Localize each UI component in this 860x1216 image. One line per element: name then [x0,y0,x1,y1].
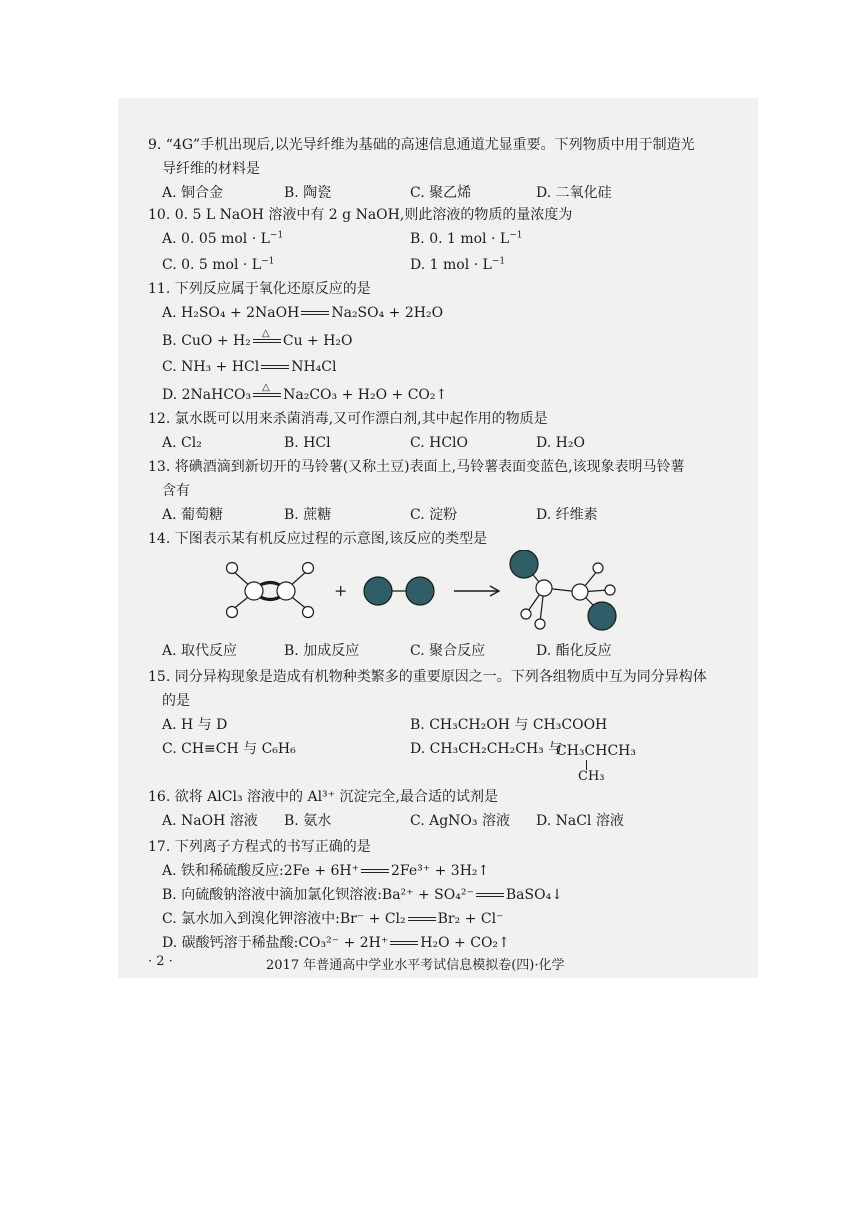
q13-stem-line2: 含有 [162,483,190,499]
q17-option-b: B. 向硫酸钠溶液中滴加氯化钡溶液:Ba²⁺ + SO₄²⁻ BaSO₄↓ [162,887,563,903]
q15-option-d: D. CH₃CH₂CH₂CH₃ 与 [410,741,563,757]
q12-option-d: D. H₂O [536,435,585,451]
q13-option-b: B. 蔗糖 [284,507,332,523]
q10-option-c: C. 0. 5 mol · $L^{-1}$ [162,256,275,273]
q16-option-d: D. NaCl 溶液 [536,813,624,829]
q9-option-d: D. 二氧化硅 [536,185,612,201]
q9-option-c: C. 聚乙烯 [410,185,472,201]
q16-stem: 16. 欲将 AlCl₃ 溶液中的 Al³⁺ 沉淀完全,最合适的试剂是 [148,789,498,805]
plus-sign: + [334,581,348,600]
q9-option-b: B. 陶瓷 [284,185,332,201]
q11-option-d: D. 2NaHCO₃△ Na₂CO₃ + H₂O + CO₂↑ [162,386,447,404]
q11-stem: 11. 下列反应属于氧化还原反应的是 [148,281,371,297]
q10-stem: 10. 0. 5 L NaOH 溶液中有 2 g NaOH,则此溶液的物质的量浓度为 [148,207,573,223]
q12-stem: 12. 氯水既可以用来杀菌消毒,又可作漂白剂,其中起作用的物质是 [148,411,548,427]
q11-option-a: A. H₂SO₄ + 2NaOH Na₂SO₄ + 2H₂O [162,305,444,321]
q14-stem: 14. 下图表示某有机反应过程的示意图,该反应的类型是 [148,531,488,547]
q9-stem-line2: 导纤维的材料是 [162,161,260,177]
q11-option-c: C. NH₃ + HCl NH₄Cl [162,359,337,375]
heating-equals-sign [253,339,281,343]
q13-option-c: C. 淀粉 [410,507,458,523]
q11-option-b: B. CuO + H₂△ Cu + H₂O [162,332,353,350]
reaction-arrow-icon [454,586,499,596]
q17-stem: 17. 下列离子方程式的书写正确的是 [148,839,371,855]
q14-option-b: B. 加成反应 [284,643,360,659]
q17-option-c: C. 氯水加入到溴化钾溶液中:Br⁻ + Cl₂ Br₂ + Cl⁻ [162,911,504,927]
q17-option-d: D. 碳酸钙溶于稀盐酸:CO₃²⁻ + 2H⁺ H₂O + CO₂↑ [162,935,510,951]
equals-sign [261,365,289,369]
q14-option-d: D. 酯化反应 [536,643,612,659]
q17-option-a: A. 铁和稀硫酸反应:2Fe + 6H⁺ 2Fe³⁺ + 3H₂↑ [162,863,490,879]
q10-option-b: B. 0. 1 mol · $L^{-1}$ [410,230,523,247]
q12-option-c: C. HClO [410,435,468,451]
q16-option-a: A. NaOH 溶液 [162,813,258,829]
q16-option-b: B. 氨水 [284,813,332,829]
q10-option-a: A. 0. 05 mol · $L^{-1}$ [162,230,284,247]
ethylene-molecule [227,563,314,618]
equals-sign [390,941,418,945]
q9-stem-line1: 9. “4G”手机出现后,以光导纤维为基础的高速信息通道尤显重要。下列物质中用于制造光 [148,137,695,153]
q15-option-b: B. CH₃CH₂OH 与 CH₃COOH [410,717,608,733]
q14-option-c: C. 聚合反应 [410,643,486,659]
q15-option-d-methyl: CH₃ [578,769,605,784]
exam-page [148,122,738,974]
q9-option-a: A. 铜合金 [162,185,224,201]
q12-option-b: B. HCl [284,435,331,451]
equals-sign [361,869,389,873]
q15-option-c: C. CH≡CH 与 C₆H₆ [162,741,296,757]
product-molecule [510,550,616,630]
q10-option-d: D. 1 mol · $L^{-1}$ [410,256,506,273]
equals-sign [301,311,329,315]
q12-option-a: A. Cl₂ [162,435,202,451]
q15-stem-line1: 15. 同分异构现象是造成有机物种类繁多的重要原因之一。下列各组物质中互为同分异构体 [148,669,707,685]
q14-option-a: A. 取代反应 [162,643,238,659]
q13-option-d: D. 纤维素 [536,507,598,523]
equals-sign [408,917,436,921]
q15-option-d-branch: CH₃CHCH₃ [556,743,636,759]
q15-stem-line2: 的是 [162,693,190,709]
footer-title: 2017 年普通高中学业水平考试信息模拟卷(四)·化学 [266,958,565,973]
page-number: · 2 · [148,954,173,969]
diatomic-molecule [364,577,434,605]
q13-option-a: A. 葡萄糖 [162,507,224,523]
equals-sign [476,893,504,897]
q15-option-a: A. H 与 D [162,717,228,733]
q16-option-c: C. AgNO₃ 溶液 [410,813,510,829]
q13-stem-line1: 13. 将碘酒滴到新切开的马铃薯(又称土豆)表面上,马铃薯表面变蓝色,该现象表明马铃薯 [148,459,685,475]
heating-equals-sign [253,393,281,397]
